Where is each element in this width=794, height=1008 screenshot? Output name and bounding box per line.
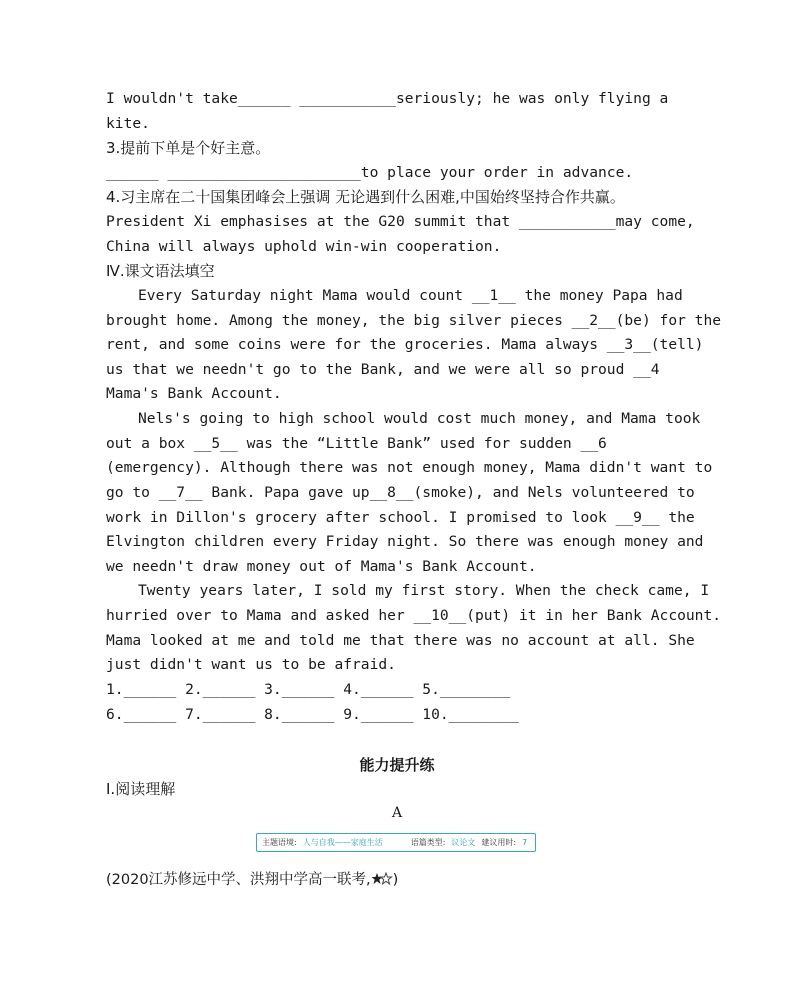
- passage-line: brought home. Among the money, the big silver pieces __2__(be) for the: [106, 312, 722, 329]
- passage-line: (emergency). Although there was not enough money, Mama didn't want to: [106, 459, 713, 476]
- source-text: (2020江苏修远中学、洪翔中学高一联考,: [106, 872, 371, 888]
- passage-line: Every Saturday night Mama would count __1__ the money Papa had: [138, 287, 683, 304]
- passage-line: go to __7__ Bank. Papa gave up__8__(smoke), and Nels volunteered to: [106, 484, 695, 501]
- genre-value: 议论文: [451, 838, 476, 847]
- answer-blanks: 1.______ 2.______ 3.______ 4.______ 5.________: [106, 681, 511, 698]
- answer-blanks: 6.______ 7.______ 8.______ 9.______ 10.________: [106, 706, 519, 723]
- passage-letter: A: [391, 805, 403, 821]
- section-title: Ⅳ.课文语法填空: [106, 262, 215, 280]
- theme-value: 人与自我——家庭生活: [302, 838, 383, 847]
- genre-label: 语篇类型:: [410, 838, 446, 847]
- reading-heading: Ⅰ.阅读理解: [106, 780, 176, 798]
- passage-line: out a box __5__ was the “Little Bank” used for sudden __6: [106, 435, 607, 452]
- exercise-prompt: 4.习主席在二十国集团峰会上强调 无论遇到什么困难,中国始终坚持合作共赢。: [106, 188, 625, 206]
- passage-line: Elvington children every Friday night. So there was enough money and: [106, 533, 704, 550]
- exercise-line: I wouldn't take______ ___________seriously; he was only flying a: [106, 90, 669, 107]
- theme-label: 主题语境:: [262, 838, 297, 847]
- passage-line: Nels's going to high school would cost much money, and Mama took: [138, 410, 701, 427]
- source-close: ): [392, 872, 399, 888]
- context-banner: [256, 833, 536, 852]
- exercise-line: China will always uphold win-win cooperation.: [106, 238, 502, 255]
- time-label: 建议用时:: [481, 838, 517, 847]
- source-line: [106, 868, 398, 889]
- time-value: 7: [522, 838, 528, 847]
- difficulty-stars-icon: [371, 872, 393, 886]
- passage-line: we needn't draw money out of Mama's Bank Account.: [106, 558, 537, 575]
- passage-line: just didn't want us to be afraid.: [106, 656, 396, 673]
- exercise-line: ______ ______________________to place your order in advance.: [106, 164, 634, 181]
- passage-line: Mama's Bank Account.: [106, 385, 282, 402]
- passage-line: Mama looked at me and told me that there was no account at all. She: [106, 632, 695, 649]
- exercise-line: kite.: [106, 115, 150, 132]
- passage-line: rent, and some coins were for the groceries. Mama always __3__(tell): [106, 336, 704, 353]
- passage-line: Twenty years later, I sold my first story. When the check came, I: [138, 582, 710, 599]
- exercise-prompt: 3.提前下单是个好主意。: [106, 139, 271, 157]
- section-heading: 能力提升练: [359, 756, 435, 774]
- passage-line: work in Dillon's grocery after school. I promised to look __9__ the: [106, 509, 695, 526]
- passage-line: us that we needn't go to the Bank, and we were all so proud __4: [106, 361, 660, 378]
- passage-line: hurried over to Mama and asked her __10__(put) it in her Bank Account.: [106, 607, 722, 624]
- exercise-line: President Xi emphasises at the G20 summit that ___________may come,: [106, 213, 695, 230]
